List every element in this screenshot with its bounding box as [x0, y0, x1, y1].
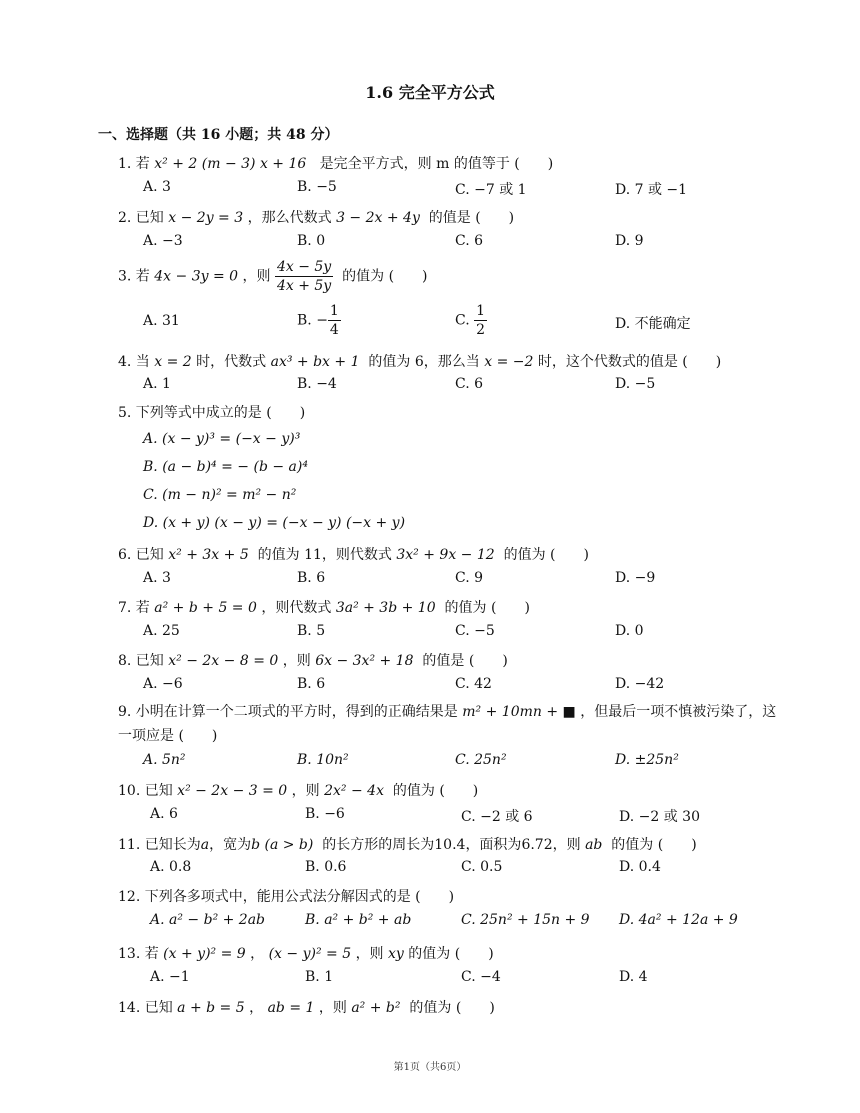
- q7-suffix: 的值为 ( ): [444, 600, 530, 616]
- q14-expression-1: a + b = 5: [177, 1000, 245, 1016]
- q13-middle: ，: [250, 946, 265, 962]
- q10-middle: ，则: [291, 783, 320, 799]
- q3-option-a[interactable]: A. 31: [143, 313, 180, 329]
- q8-option-b[interactable]: B. 6: [297, 676, 326, 692]
- section-heading: 一、选择题（共 16 小题；共 48 分）: [98, 127, 339, 143]
- q2-prefix: 2. 已知: [118, 210, 164, 226]
- question-6: [118, 544, 589, 564]
- q4-middle-2: 的值为 6，那么当: [368, 354, 480, 370]
- q6-suffix: 的值为 ( ): [503, 547, 589, 563]
- question-2: [118, 207, 514, 227]
- q2-suffix: 的值是 ( ): [428, 210, 515, 226]
- q3-option-b[interactable]: [297, 302, 341, 339]
- q13-suffix: 的值为 ( ): [408, 946, 494, 962]
- q14-expression-2: ab = 1: [267, 1000, 315, 1016]
- q11-option-d[interactable]: D. 0.4: [619, 859, 661, 875]
- q10-expression-1: x² − 2x − 3 = 0: [177, 783, 288, 799]
- q10-prefix: 10. 已知: [118, 783, 173, 799]
- q3-middle: ，则: [242, 268, 271, 285]
- q7-option-a[interactable]: A. 25: [143, 623, 180, 639]
- q4-suffix: 时，这个代数式的值是 ( ): [537, 354, 722, 370]
- q9-option-c[interactable]: C. 25n²: [455, 752, 507, 768]
- q14-prefix: 14. 已知: [118, 1000, 173, 1016]
- q1-expression: x² + 2 (m − 3) x + 16: [154, 156, 307, 172]
- q4-option-d[interactable]: D. −5: [615, 376, 656, 392]
- question-11: [118, 834, 697, 854]
- q4-option-a[interactable]: A. 1: [143, 376, 171, 392]
- q4-expression-3: x = −2: [484, 354, 534, 370]
- q11-middle-1: ，宽为: [209, 837, 252, 853]
- q8-expression-1: x² − 2x − 8 = 0: [168, 653, 279, 669]
- q1-suffix: 是完全平方式，则 m 的值等于 ( ): [319, 156, 554, 172]
- q3-suffix: 的值为 ( ): [342, 268, 428, 285]
- q3-option-c-denominator: 2: [476, 322, 486, 338]
- q3-fraction: [275, 258, 333, 295]
- q6-expression-2: 3x² + 9x − 12: [396, 547, 495, 563]
- q11-middle-3: ，面积为: [465, 837, 522, 853]
- q13-middle-2: ，则: [355, 946, 384, 962]
- q2-option-b[interactable]: B. 0: [297, 233, 326, 249]
- q7-option-b[interactable]: B. 5: [297, 623, 326, 639]
- q3-option-b-numerator: 1: [329, 303, 339, 319]
- q13-expression-2: (x − y)² = 5: [268, 946, 352, 962]
- q8-suffix: 的值是 ( ): [422, 653, 508, 669]
- q6-option-d[interactable]: D. −9: [615, 570, 656, 586]
- q3-option-d[interactable]: D. 不能确定: [615, 316, 691, 332]
- q14-middle: ，: [249, 1000, 264, 1016]
- q14-expression-3: a² + b²: [351, 1000, 401, 1016]
- q3-option-c-numerator: 1: [476, 303, 486, 319]
- q9-suffix: ，但最后一项不慎被污染了，这一项应是 ( ): [118, 704, 777, 744]
- question-9: [118, 700, 778, 748]
- q11-option-c[interactable]: C. 0.5: [461, 859, 503, 875]
- q11-middle-2: 的长方形的周长为: [322, 837, 435, 853]
- q6-middle: 的值为 11，则代数式: [257, 547, 392, 563]
- q6-option-b[interactable]: B. 6: [297, 570, 326, 586]
- q3-prefix: 3. 若: [118, 268, 150, 285]
- q3-fraction-denominator: 4x + 5y: [276, 278, 332, 294]
- q13-expression-1: (x + y)² = 9: [163, 946, 246, 962]
- q7-prefix: 7. 若: [118, 600, 150, 616]
- q13-var-xy: xy: [388, 946, 404, 962]
- q7-expression-1: a² + b + 5 = 0: [154, 600, 257, 616]
- q7-middle: ，则代数式: [261, 600, 332, 616]
- question-4: [118, 351, 721, 371]
- q11-suffix: 的值为 ( ): [611, 837, 697, 853]
- q11-var-a: a: [200, 837, 210, 853]
- question-13: [118, 943, 494, 963]
- q2-middle: ，那么代数式: [247, 210, 332, 226]
- q3-option-b-label: B. −: [297, 312, 328, 329]
- q10-option-a[interactable]: A. 6: [150, 806, 178, 822]
- question-5: 5. 下列等式中成立的是 ( ): [118, 405, 306, 421]
- q9-option-a[interactable]: A. 5n²: [143, 752, 186, 768]
- q2-expression-1: x − 2y = 3: [168, 210, 244, 226]
- q7-option-d[interactable]: D. 0: [615, 623, 644, 639]
- q2-option-a[interactable]: A. −3: [143, 233, 183, 249]
- question-12: 12. 下列各多项式中，能用公式法分解因式的是 ( ): [118, 889, 455, 905]
- q9-prefix: 9. 小明在计算一个二项式的平方时，得到的正确结果是: [118, 704, 458, 720]
- q10-option-c[interactable]: C. −2 或 6: [461, 809, 533, 825]
- q3-option-b-denominator: 4: [329, 322, 339, 338]
- q4-prefix: 4. 当: [118, 354, 150, 370]
- q7-expression-2: 3a² + 3b + 10: [335, 600, 436, 616]
- q10-expression-2: 2x² − 4x: [324, 783, 384, 799]
- question-8: [118, 650, 508, 670]
- q8-option-d[interactable]: D. −42: [615, 676, 665, 692]
- q11-option-a[interactable]: A. 0.8: [150, 859, 192, 875]
- q6-option-c[interactable]: C. 9: [455, 570, 484, 586]
- q12-option-d[interactable]: D. 4a² + 12a + 9: [619, 912, 738, 928]
- q2-option-d[interactable]: D. 9: [615, 233, 644, 249]
- q5-option-d[interactable]: D. (x + y) (x − y) = (−x − y) (−x + y): [143, 515, 406, 531]
- q6-option-a[interactable]: A. 3: [143, 570, 171, 586]
- q10-option-b[interactable]: B. −6: [305, 806, 345, 822]
- q5-option-b[interactable]: B. (a − b)⁴ = − (b − a)⁴: [143, 459, 308, 475]
- q4-option-c[interactable]: C. 6: [455, 376, 484, 392]
- q8-option-c[interactable]: C. 42: [455, 676, 492, 692]
- q3-expression: 4x − 3y = 0: [154, 268, 239, 285]
- question-10: [118, 780, 478, 800]
- q5-option-c[interactable]: C. (m − n)² = m² − n²: [143, 487, 297, 503]
- q3-option-b-fraction: [328, 302, 341, 339]
- q7-option-c[interactable]: C. −5: [455, 623, 495, 639]
- q8-expression-2: 6x − 3x² + 18: [315, 653, 414, 669]
- q8-prefix: 8. 已知: [118, 653, 164, 669]
- q5-option-a[interactable]: A. (x − y)³ = (−x − y)³: [143, 431, 301, 447]
- q4-middle-1: 时，代数式: [196, 354, 267, 370]
- q8-option-a[interactable]: A. −6: [143, 676, 183, 692]
- q3-option-c-label: C.: [455, 312, 470, 329]
- q6-prefix: 6. 已知: [118, 547, 164, 563]
- q2-option-c[interactable]: C. 6: [455, 233, 484, 249]
- q13-option-c[interactable]: C. −4: [461, 969, 501, 985]
- q13-option-d[interactable]: D. 4: [619, 969, 648, 985]
- q1-option-b[interactable]: B. −5: [297, 179, 337, 195]
- q13-option-b[interactable]: B. 1: [305, 969, 334, 985]
- q10-option-d[interactable]: D. −2 或 30: [619, 809, 700, 825]
- q9-option-d[interactable]: D. ±25n²: [615, 752, 679, 768]
- q9-option-b[interactable]: B. 10n²: [297, 752, 349, 768]
- q11-var-ab: ab: [585, 837, 603, 853]
- q11-area: 6.72: [521, 837, 553, 853]
- q14-suffix: 的值为 ( ): [409, 1000, 495, 1016]
- question-1: [118, 153, 553, 173]
- question-7: [118, 597, 530, 617]
- page-title: 1.6 完全平方公式: [365, 83, 495, 102]
- q4-expression-2: ax³ + bx + 1: [270, 354, 360, 370]
- q3-option-c[interactable]: [455, 302, 487, 339]
- q6-expression-1: x² + 3x + 5: [168, 547, 249, 563]
- q2-expression-2: 3 − 2x + 4y: [336, 210, 420, 226]
- q1-option-c[interactable]: C. −7 或 1: [455, 182, 527, 198]
- q10-suffix: 的值为 ( ): [392, 783, 479, 799]
- q13-option-a[interactable]: A. −1: [150, 969, 190, 985]
- q9-expression: m² + 10mn + ■: [462, 704, 576, 720]
- q4-option-b[interactable]: B. −4: [297, 376, 337, 392]
- q1-option-a[interactable]: A. 3: [143, 179, 171, 195]
- q11-option-b[interactable]: B. 0.6: [305, 859, 347, 875]
- q13-prefix: 13. 若: [118, 946, 159, 962]
- question-14: [118, 997, 495, 1017]
- q12-option-b[interactable]: B. a² + b² + ab: [305, 912, 412, 928]
- page-footer: 第1页（共6页）: [393, 1062, 467, 1073]
- q8-middle: ，则: [282, 653, 311, 669]
- q4-expression-1: x = 2: [154, 354, 192, 370]
- question-3: [118, 258, 428, 295]
- q11-var-b: b (a > b): [251, 837, 314, 853]
- q1-prefix: 1. 若: [118, 156, 150, 172]
- q11-perimeter: 10.4: [434, 837, 466, 853]
- q11-middle-4: ，则: [552, 837, 581, 853]
- q12-option-a[interactable]: A. a² − b² + 2ab: [150, 912, 266, 928]
- q11-prefix: 11. 已知长为: [118, 837, 201, 853]
- q12-option-c[interactable]: C. 25n² + 15n + 9: [461, 912, 590, 928]
- q1-option-d[interactable]: D. 7 或 −1: [615, 182, 688, 198]
- q3-fraction-numerator: 4x − 5y: [276, 259, 332, 275]
- q3-option-c-fraction: [474, 302, 487, 339]
- q14-middle-2: ，则: [318, 1000, 347, 1016]
